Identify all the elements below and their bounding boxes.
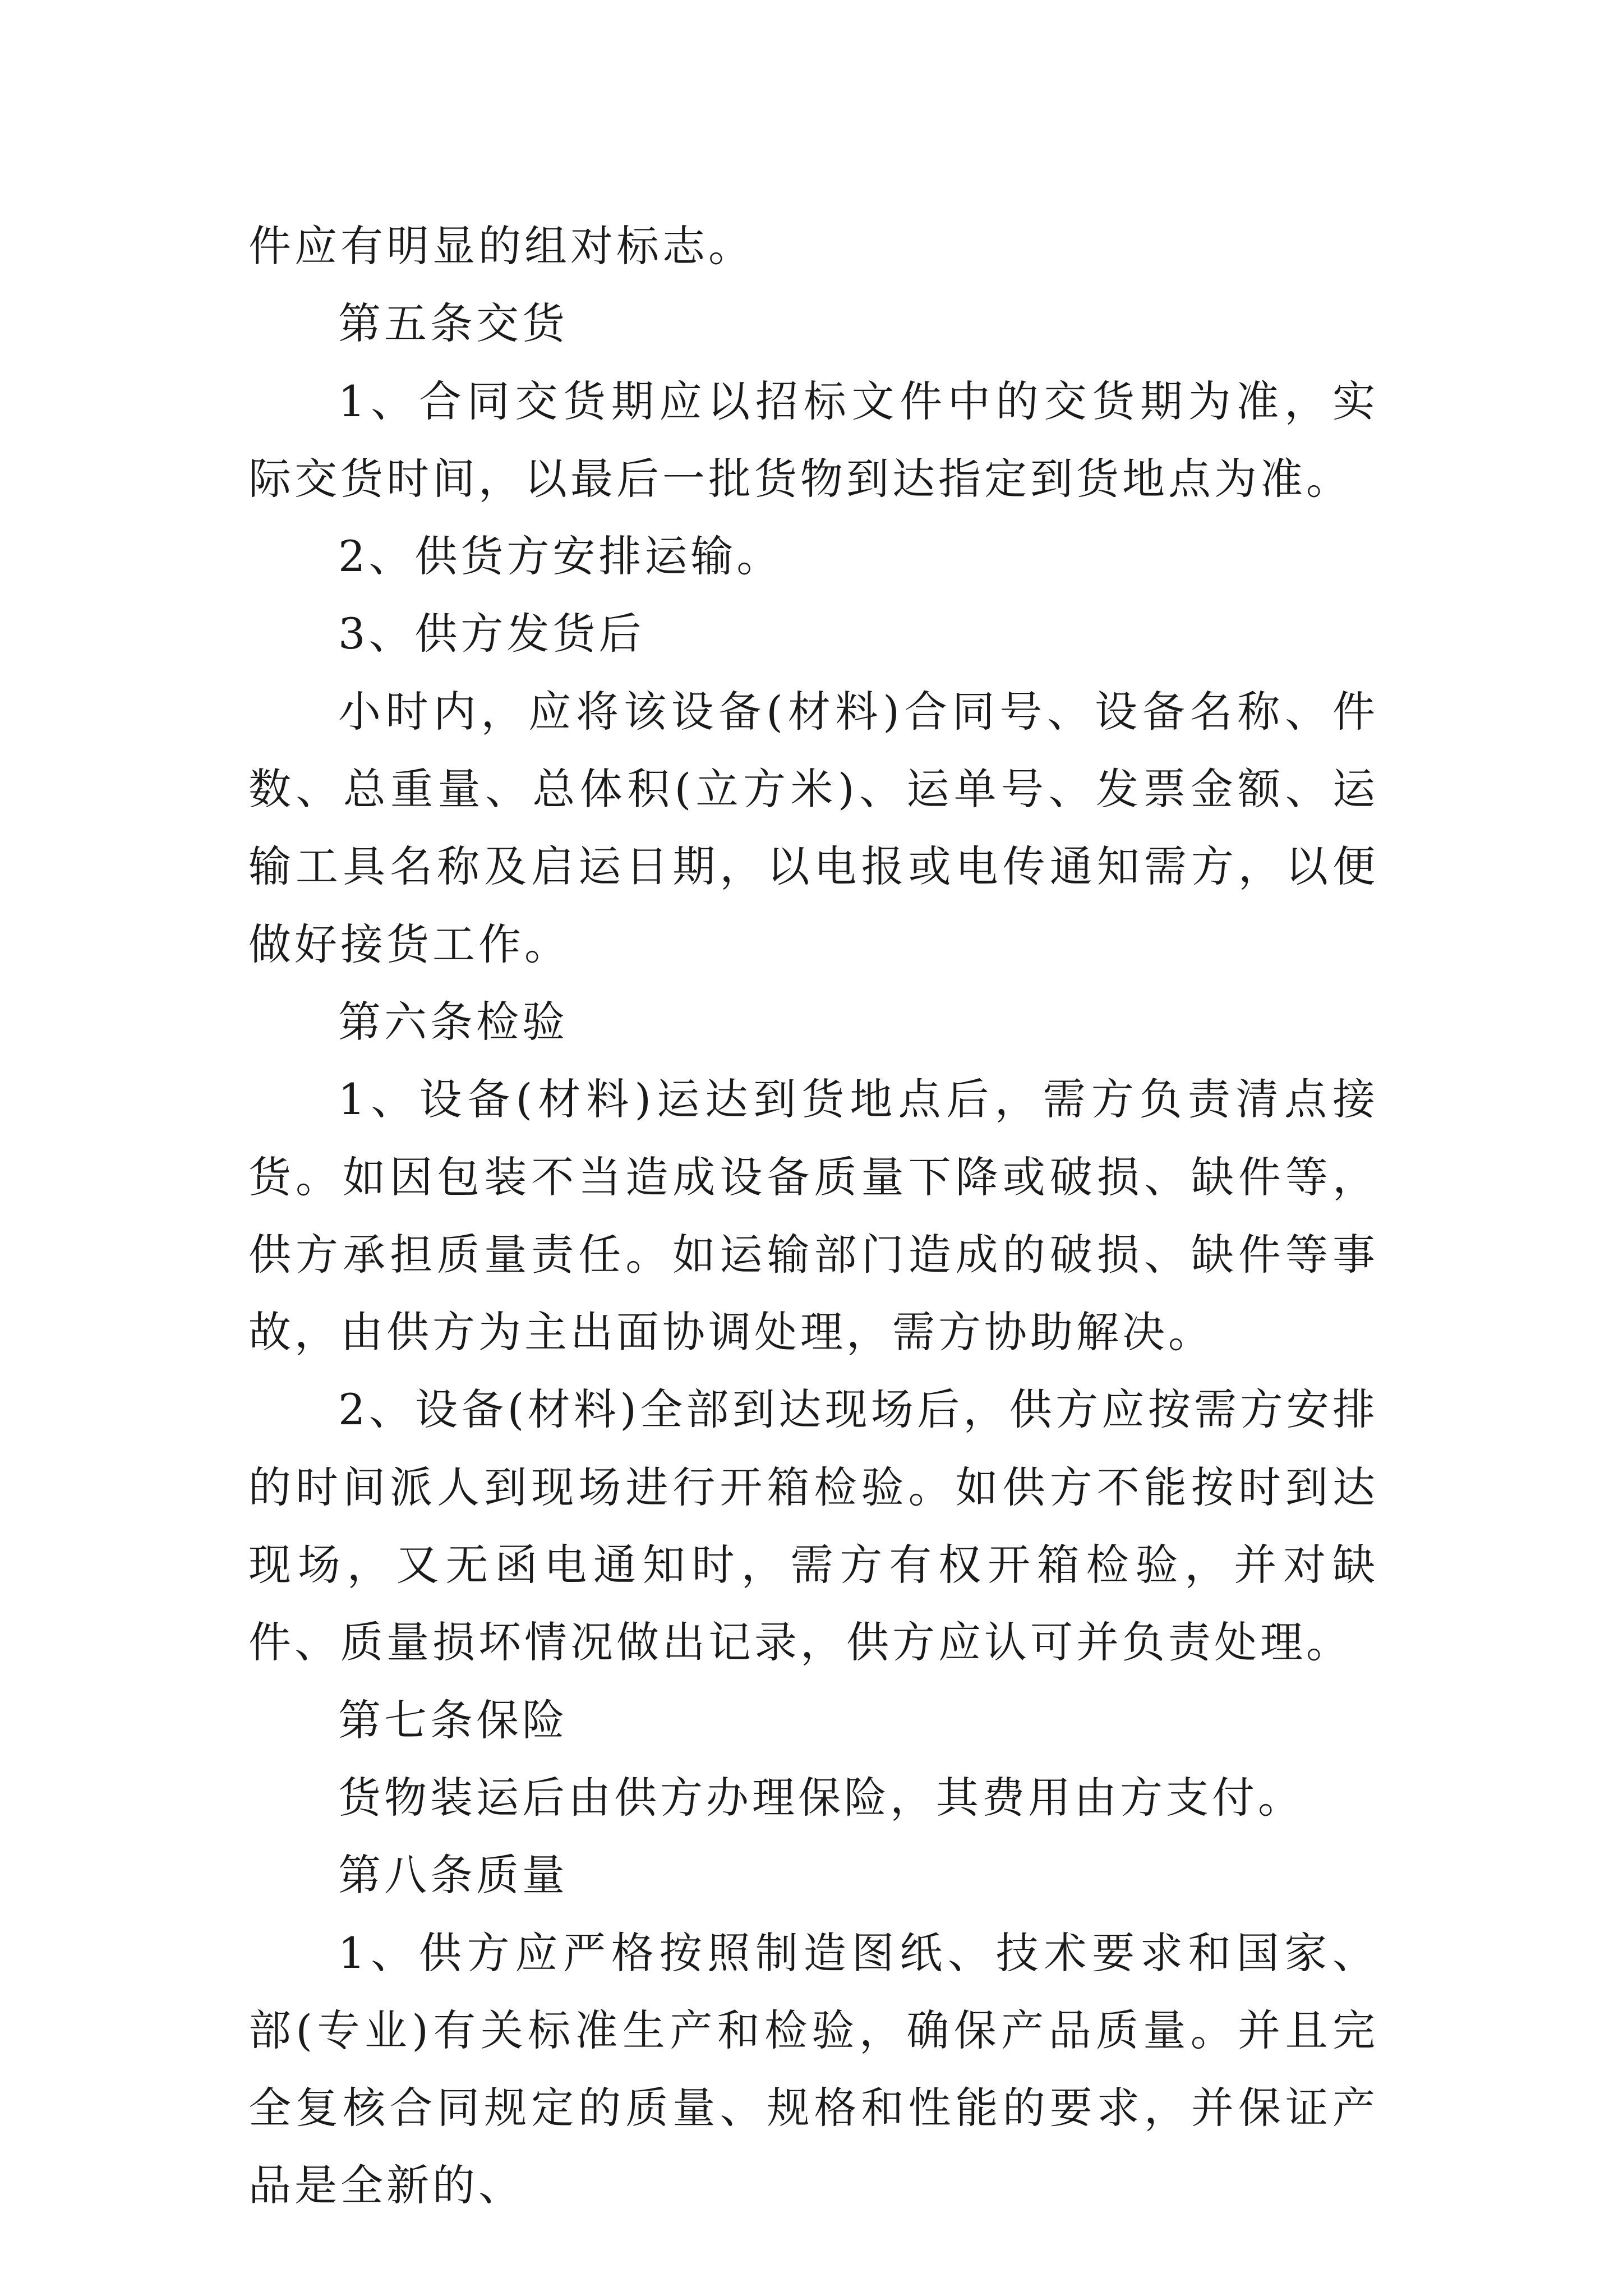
paragraph-quality-1: 1、供方应严格按照制造图纸、技术要求和国家、部(专业)有关标准生产和检验，确保产品质量。并且完全复核合同规定的质量、规格和性能的要求，并保证产品是全新的、 bbox=[248, 1927, 1378, 2211]
document-body bbox=[248, 208, 1378, 2225]
paragraph-delivery-1: 1、合同交货期应以招标文件中的交货期为准，实际交货时间，以最后一批货物到达指定到货地点为准。 bbox=[248, 376, 1378, 504]
paragraph-delivery-2: 2、供货方安排运输。 bbox=[338, 531, 783, 582]
paragraph-inspection-1: 1、设备(材料)运达到货地点后，需方负责清点接货。如因包装不当造成设备质量下降或破损、缺件等，供方承担质量责任。如运输部门造成的破损、缺件等事故，由供方为主出面协调处理，需方协助解决。 bbox=[248, 1074, 1378, 1358]
heading-article-8-quality: 第八条质量 bbox=[338, 1850, 568, 1901]
heading-article-5-delivery: 第五条交货 bbox=[338, 298, 568, 349]
paragraph-insurance: 货物装运后由供方办理保险，其费用由方支付。 bbox=[338, 1772, 1304, 1823]
paragraph-continuation: 件应有明显的组对标志。 bbox=[248, 221, 754, 271]
paragraph-delivery-notice: 小时内，应将该设备(材料)合同号、设备名称、件数、总重量、总体积(立方米)、运单号、发票金额、运输工具名称及启运日期，以电报或电传通知需方，以便做好接货工作。 bbox=[248, 686, 1378, 969]
heading-article-6-inspection: 第六条检验 bbox=[338, 996, 568, 1047]
heading-article-7-insurance: 第七条保险 bbox=[338, 1695, 568, 1745]
paragraph-delivery-3: 3、供方发货后 bbox=[338, 609, 645, 659]
paragraph-inspection-2: 2、设备(材料)全部到达现场后，供方应按需方安排的时间派人到现场进行开箱检验。如供方不能按时到达现场，又无函电通知时，需方有权开箱检验，并对缺件、质量损坏情况做出记录，供方应认可并负责处理。 bbox=[248, 1384, 1378, 1668]
